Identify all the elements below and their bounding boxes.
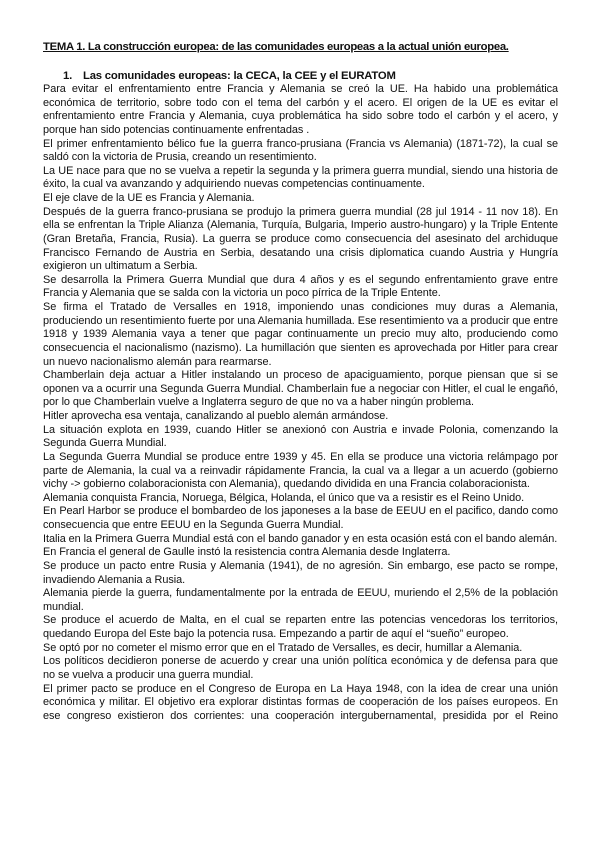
paragraph: Para evitar el enfrentamiento entre Francia y Alemania se creó la UE. Ha habido una problemática económica de territorio, sobre todo con el tema del carbón y el acero. El origen de la UE es evitar el enfrentamiento entre Francia y Alemania, cuya problemática ha sido sobre todo el carbón y el acero, y porque han sido potencias continuamente enfrentadas . <box>43 83 558 136</box>
paragraph: Chamberlain deja actuar a Hitler instalando un proceso de apaciguamiento, porque piensan que si se oponen va a ocurrir una Segunda Guerra Mundial. Chamberlain fue a negociar con Hitler, el cual le engañó, por lo que Chamberlain vuelve a Inglaterra seguro de que no va a haber ningún problema. <box>43 369 558 409</box>
paragraph: Hitler aprovecha esa ventaja, canalizando al pueblo alemán armándose. <box>43 410 389 422</box>
section-heading-text: Las comunidades europeas: la CECA, la CEE y el EURATOM <box>83 70 396 82</box>
section-heading <box>63 69 558 83</box>
paragraph: La situación explota en 1939, cuando Hitler se anexionó con Austria e invade Polonia, comenzando la Segunda Guerra Mundial. <box>43 423 558 450</box>
paragraph: La UE nace para que no se vuelva a repetir la segunda y la primera guerra mundial, siendo una historia de éxito, la cual va avanzando y adquiriendo nuevas competencias continuamente. <box>43 164 558 191</box>
paragraph: Se desarrolla la Primera Guerra Mundial que dura 4 años y es el segundo enfrentamiento grave entre Francia y Alemania que se salda con la victoria un poco pírrica de la Triple Entente. <box>43 273 558 300</box>
document-page <box>43 40 558 723</box>
paragraph: En Pearl Harbor se produce el bombardeo de los japoneses a la base de EEUU en el pacifico, dando como consecuencia que entre EEUU en la Segunda Guerra Mundial. <box>43 505 558 531</box>
paragraph: Se firma el Tratado de Versalles en 1918, imponiendo unas condiciones muy duras a Alemania, produciendo un resentimiento fuerte por una Alemania humillada. Ese resentimiento va a producir que entre 1918 y 1939 Alemania vaya a tener que pagar continuamente un precio muy alto, produciendo como consecuencia el nacionalismo (nazismo). La humillación que sienten es aprovechada por Hitler para crear un nuevo nacionalismo alemán para rearmarse. <box>43 301 558 368</box>
paragraph: El primer enfrentamiento bélico fue la guerra franco-prusiana (Francia vs Alemania) (1871-72), la cual se saldó con la victoria de Prusia, creando un resentimiento. <box>43 137 558 164</box>
paragraph: Alemania pierde la guerra, fundamentalmente por la entrada de EEUU, muriendo el 2,5% de la población mundial. <box>43 587 558 613</box>
paragraph: El eje clave de la UE es Francia y Alemania. <box>43 192 255 204</box>
paragraph: El primer pacto se produce en el Congreso de Europa en La Haya 1948, con la idea de crear una unión económica y militar. El objetivo era explorar distintas formas de cooperación de los países europeos. En ese congreso existieron dos corrientes: una cooperación intergubernamental, presidida por el Reino <box>43 682 558 722</box>
paragraph: En Francia el general de Gaulle instó la resistencia contra Alemania desde Inglaterra. <box>43 546 451 559</box>
paragraph: La Segunda Guerra Mundial se produce entre 1939 y 45. En ella se produce una victoria relámpago por parte de Alemania, la cual va a reinvadir rápidamente Francia, la cual va a llegar a un acuerdo (gobierno vichy -> gobierno colaboracionista con Alemania), quedando dividida en una Francia colaboracionista. <box>43 450 558 491</box>
section-number: 1. <box>63 70 73 82</box>
paragraph: Después de la guerra franco-prusiana se produjo la primera guerra mundial (28 jul 1914 - 11 nov 18). En ella se enfrentan la Triple Alianza (Alemania, Turquía, Bulgaria, Imperio austro-hungaro) y la Triple Entente (Gran Bretaña, Francia, Rusia). La guerra se produce como consecuencia del asesinato del archiduque Francisco Fernando de Austria en Serbia, desatando una crisis diplomatica cuando Austria y Hungría exigieron un ultimatum a Serbia. <box>43 205 558 273</box>
paragraph: Alemania conquista Francia, Noruega, Bélgica, Holanda, el único que va a resistir es el Reino Unido. <box>43 491 525 504</box>
paragraph: Se produce el acuerdo de Malta, en el cual se reparten entre las potencias vencedoras los territorios, quedando Europa del Este bajo la potencia rusa. Empezando a partir de aquí el “sueño” europeo. <box>43 614 558 640</box>
paragraph: Se produce un pacto entre Rusia y Alemania (1941), de no agresión. Sin embargo, ese pacto se rompe, invadiendo Alemania a Rusia. <box>43 559 558 586</box>
paragraph: Los políticos decidieron ponerse de acuerdo y crear una unión política económica y de defensa para que no se vuelva a producir una guerra mundial. <box>43 655 558 681</box>
document-title: TEMA 1. La construcción europea: de las comunidades europeas a la actual unión europea. <box>43 41 509 53</box>
paragraph: Se optó por no cometer el mismo error que en el Tratado de Versalles, es decir, humillar a Alemania. <box>43 641 523 654</box>
document-body <box>43 83 558 723</box>
paragraph: Italia en la Primera Guerra Mundial está con el bando ganador y en esta ocasión está con el bando alemán. <box>43 532 558 545</box>
